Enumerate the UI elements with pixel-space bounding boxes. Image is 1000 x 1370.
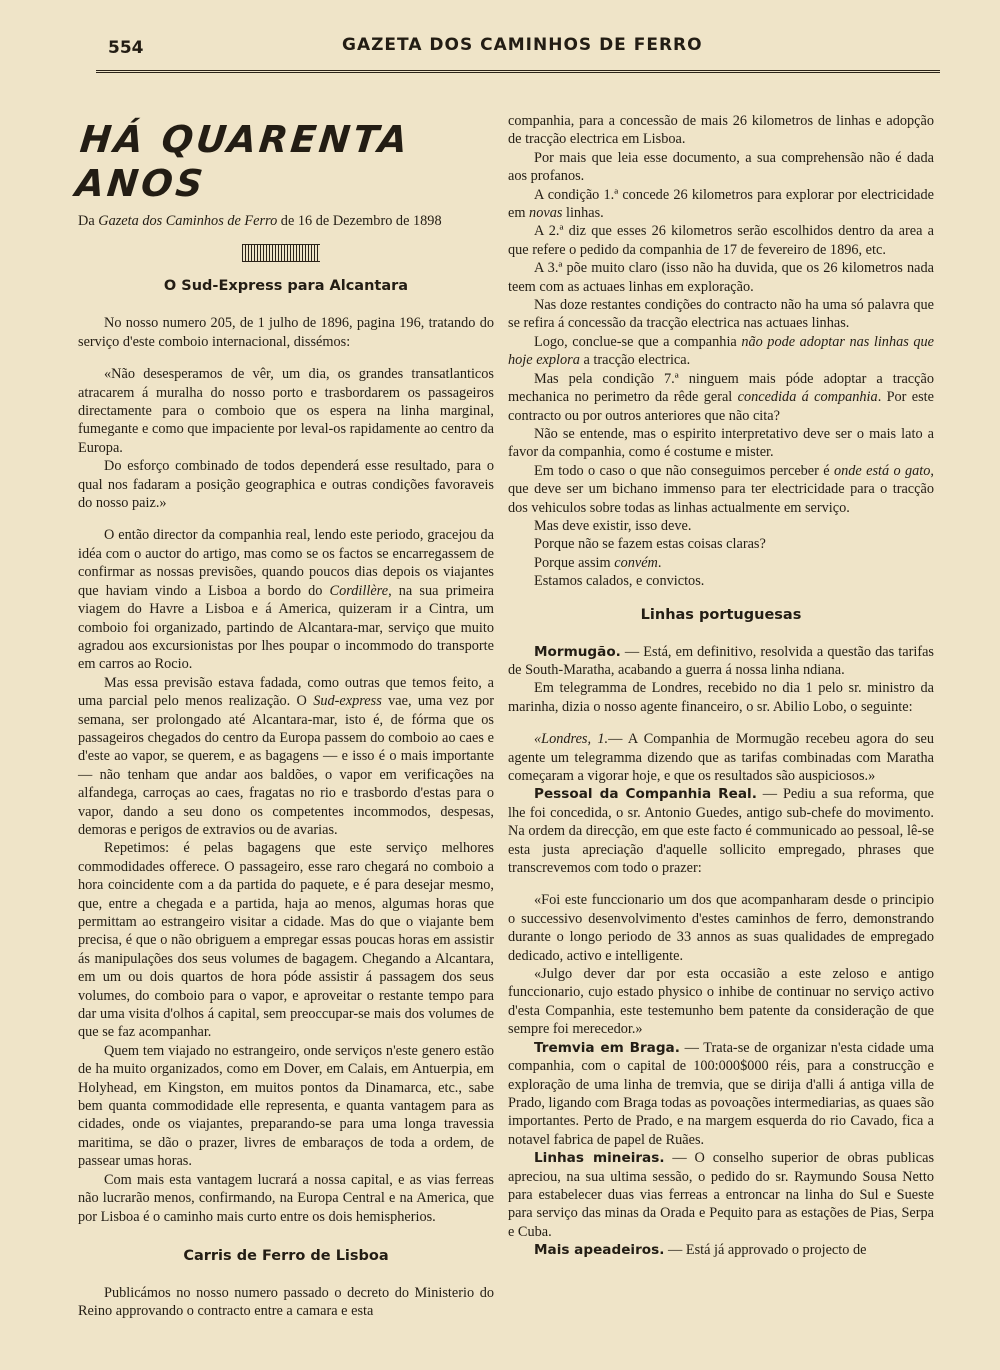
ship-name: Cordillère (329, 582, 389, 599)
subline-suffix: de 16 de Dezembro de 1898 (277, 213, 442, 229)
text-run: Logo, conclue-se que a companhia (534, 333, 742, 350)
quote-paragraph: Do esforço combinado de todos dependerá esse resultado, para o qual nos fadaram a posição geographica e outras condições favoraveis do nosso paiz.» (78, 458, 494, 512)
text-run: — Está já approvado o projecto de (664, 1242, 867, 1259)
paragraph (78, 674, 494, 840)
paragraph (508, 462, 934, 517)
headline: HÁ QUARENTA ANOS (73, 118, 413, 205)
gazette-title: GAZETA DOS CAMINHOS DE FERRO (342, 35, 703, 55)
right-column (508, 112, 934, 1260)
left-column (73, 118, 494, 1321)
page-header (96, 34, 940, 73)
train-name: Sud-express (313, 693, 382, 710)
paragraph: companhia, para a concessão de mais 26 kilometros de linhas e adopção de tracção electrica em Lisboa. (508, 113, 934, 148)
paragraph: Em telegramma de Londres, recebido no dia 1 pelo sr. ministro da marinha, dizia o nosso agente financeiro, o sr. Abilio Lobo, o seguinte: (508, 680, 934, 715)
page-number: 554 (108, 38, 144, 58)
news-item-pessoal (508, 785, 934, 877)
paragraph: Não se entende, mas o espirito interpretativo deve ser o mais lato a favor da companhia, como é costume e mister. (508, 425, 934, 461)
section-title-sud-express: O Sud-Express para Alcantara (163, 278, 409, 295)
subline-prefix: Da (78, 213, 99, 229)
emphasis: não pode adoptar nas linhas que hoje explora (508, 333, 934, 369)
news-lead: Pessoal da Companhia Real. (534, 786, 757, 803)
text-run: , na sua primeira viagem do Havre a Lisboa e á America, quizeram ir a Cintra, um comboio foi organizado, partindo de Alcantara-mar, serviço que muito agradou aos excursionistas por lhes poupar o incommodo do transporte em carros ao Rocio. (78, 582, 494, 673)
subline-source: Gazeta dos Caminhos de Ferro (98, 213, 278, 229)
text-run: — Está, em definitivo, resolvida a questão das tarifas de South-Maratha, acabando a guerra á nossa linha ndiana. (508, 643, 934, 678)
paragraph: Porque não se fazem estas coisas claras? (534, 536, 766, 553)
news-lead: Mais apeadeiros. (534, 1242, 665, 1259)
text-run: vae, uma vez por semana, ser prolongado até Alcantara-mar, isto é, de fórma que os passageiros chegados do centro da Europa passem do comboio ao caes e d'este ao vapor, se querem, e as bagagens — e isso é o mais importante — não tenham que andar aos baldões, o vapor em verificações na alfandega, carroças ao caes, fragatas no rio e trasbordo d'estas para o vapor, dando a seu dono os competentes incommodos, despesas, demoras e perigos de extravios ou de avarias. (78, 693, 494, 838)
text-run: a tracção electrica. (579, 352, 691, 369)
paragraph: Repetimos: é pelas bagagens que este serviço melhores commodidades offerece. O passageiro, esse raro chegará no comboio a hora coincidente com a da partida do paquete, e é para desejar mesmo, que, entre a chegada e a partida, haja ao menos, algumas horas que permittam ao estrangeiro visitar a cidade. Mas do que o viajante bem precisa, é que o não obriguem a empregar essas poucas horas em assistir ás manipulações dos seus volumes de bagagem. Chegando a Alcantara, em um ou dois quartos de hora póde assistir á passagem dos seus volumes, do comboio para o vapor, e aproveitar o restante tempo para dar uma visita d'olhos á capital, sem preoccupar-se mais dos volumes de que se faz acompanhar. (78, 840, 494, 1041)
text-run: — A Companhia de Mormugão recebeu agora do seu agente um telegramma dizendo que as tarifas combinadas com Maratha começaram a vigorar hoje, e que os resultados são auspiciosos.» (508, 731, 935, 784)
news-item-tremvia (508, 1039, 934, 1149)
text-run: Mas pela condição 7.ª ninguem mais póde adoptar a tracção mechanica no perimetro da rêde geral (508, 370, 934, 406)
paragraph: Publicámos no nosso numero passado o decreto do Ministerio do Reino approvando o contracto entre a camara e esta (78, 1284, 494, 1320)
paragraph: No nosso numero 205, de 1 julho de 1896, pagina 196, tratando do serviço d'este comboio internacional, dissémos: (78, 315, 494, 350)
paragraph (78, 526, 494, 673)
text-run: . Por este contracto ou por outros anteriores que não cita? (508, 389, 934, 424)
text-run: — O conselho superior de obras publicas apreciou, na sua ultima sessão, o pedido do sr. Raymundo Sousa Netto para estabelecer duas vias ferreas a entroncar na linha do Sul e Sueste para serviço das minas da Orada e Pequito para as estações de Pias, Serpa e Cuba. (508, 1150, 935, 1240)
quote-paragraph: «Não desesperamos de vêr, um dia, os grandes transatlanticos atracarem á muralha do nosso porto e trasbordarem os passageiros directamente para o comboio que os espera na linha marginal, fumegante e como que impaciente por leval-os rapidamente ao centro da Europa. (78, 366, 494, 456)
text-run: Porque assim (534, 554, 615, 571)
quote-paragraph (508, 730, 934, 785)
text-run: , que deve ser um bichano immenso para ter electricidade para o tracção dos vehiculos sobre todas as linhas actualmente em serviço. (508, 462, 934, 516)
emphasis: convém (614, 554, 658, 571)
text-run: Em todo o caso o que não conseguimos perceber é (534, 462, 834, 479)
paragraph (508, 186, 934, 223)
quote-paragraph: «Foi este funccionario um dos que acompanharam desde o principio o successivo desenvolvimento d'estes caminhos de ferro, demonstrando durante o longo periodo de 33 annos as suas qualidades de empregado dedicado, activo e intelligente. (508, 892, 934, 964)
quote-paragraph: «Julgo dever dar por esta occasião a este zeloso e antigo funccionario, cujo estado physico o inhibe de continuar no serviço activo d'esta Companhia, este testemunho bem patente da consideração de que sempre foi merecedor.» (508, 966, 934, 1038)
news-item-mineiras (508, 1149, 934, 1241)
text-run: . (657, 554, 662, 571)
subline (78, 212, 494, 230)
text-run: Mas essa previsão estava fadada, como outras que temos feito, a uma parcial pelo menos realização. O (78, 674, 494, 710)
paragraph: Mas deve existir, isso deve. (534, 517, 692, 534)
text-run: A condição 1.ª concede 26 kilometros para explorar por electricidade em (508, 186, 934, 222)
text-run: — Pediu a sua reforma, que lhe foi concedida, o sr. Antonio Guedes, antigo sub-chefe do movimento. Na ordem da direcção, em que este facto é communicado ao pessoal, lê-se esta justa apreciação d'aquelle sollicito empregado, phrases que transcrevemos com todo o prazer: (508, 786, 934, 877)
paragraph: Com mais esta vantagem lucrará a nossa capital, e as vias ferreas não lucrarão menos, confirmando, na Europa Central e na America, que por Lisboa é o caminho mais curto entre os dois hemispherios. (78, 1171, 494, 1225)
paragraph: A 2.ª diz que esses 26 kilometros serão escolhidos dentro da area a que refere o pedido da companhia de 17 de fevereiro de 1896, etc. (508, 223, 934, 258)
paragraph: A 3.ª põe muito claro (isso não ha duvida, que os 26 kilometros nada teem com as actuaes linhas em exploração. (508, 260, 934, 295)
news-item-apeadeiros (508, 1241, 934, 1259)
emphasis: «Londres, 1. (534, 731, 609, 748)
paragraph: Quem tem viajado no estrangeiro, onde serviços n'este genero estão de ha muito organizados, como em Dover, em Calais, em Antuerpia, em Holyhead, em Kingston, em muitos pontos da Dinamarca, etc., sabe bem quanta commodidade elle representa, e quanta vantagem para as cidades, onde os viajantes, preparando-se para uma longa travessia maritima, se dão o prazer, livres de embaraços de toda a ordem, de passear umas horas. (78, 1042, 494, 1170)
emphasis: onde está o gato (833, 462, 931, 479)
news-lead: Tremvia em Braga. (534, 1039, 680, 1056)
emphasis: novas (529, 205, 563, 222)
paragraph (508, 554, 934, 572)
paragraph (508, 333, 934, 370)
paragraph: Por mais que leia esse documento, a sua comprehensão não é dada aos profanos. (508, 149, 934, 185)
emphasis: concedida á companhia (737, 389, 878, 406)
text-run: — Trata-se de organizar n'esta cidade uma companhia, com o capital de 100:000$000 réis, para a construcção e exploração de uma linha de tremvia, que se dirija d'alli á antiga villa de Prado, ligando com Braga todas as povoações intermediarias, as quaes são importantes. Perto de Prado, e na margem esquerda do rio Cavado, fica a notavel fabrica de papel de Ruães. (508, 1039, 935, 1148)
paragraph: Estamos calados, e convictos. (534, 573, 705, 590)
paragraph: Nas doze restantes condições do contracto não ha uma só palavra que se refira á concessão da tracção electrica nas actuaes linhas. (508, 297, 934, 332)
news-item-mormugao (508, 643, 934, 680)
text-run: linhas. (562, 205, 604, 222)
news-lead: Mormugão. (534, 643, 621, 660)
section-title-linhas: Linhas portuguesas (640, 606, 802, 623)
ornament-divider (242, 244, 320, 262)
section-title-carris: Carris de Ferro de Lisboa (183, 1247, 389, 1264)
paragraph (508, 370, 934, 425)
news-lead: Linhas mineiras. (534, 1150, 665, 1167)
text-run: O então director da companhia real, lendo este periodo, gracejou da idéa com o auctor do artigo, mas como se os factos se encarregassem de confirmar as nossas previsões, quando poucos dias depois os viajantes que haviam vindo a Lisboa a bordo do (78, 527, 494, 599)
